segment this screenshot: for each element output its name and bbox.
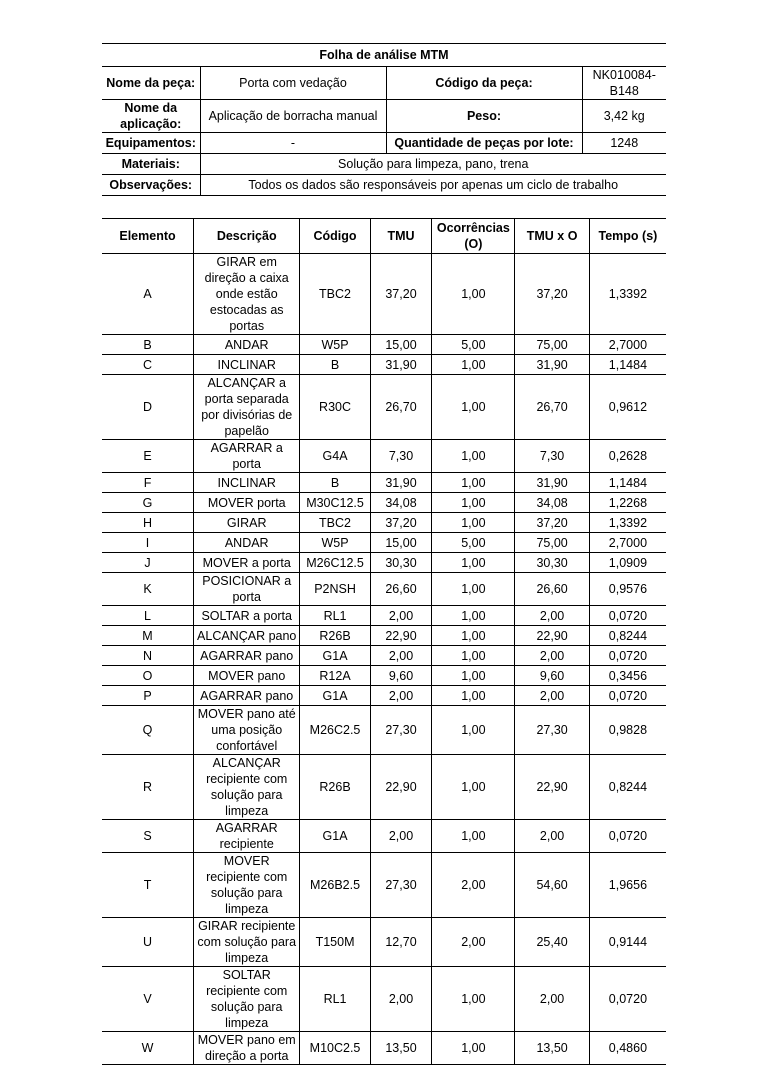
cell-description: ALCANÇAR pano — [194, 626, 300, 646]
cell-tmu-x-o: 31,90 — [515, 473, 589, 493]
cell-tmu-x-o: 7,30 — [515, 440, 589, 473]
cell-code: M26C12.5 — [300, 553, 370, 573]
cell-occurrences: 1,00 — [432, 706, 515, 755]
cell-description: ANDAR — [194, 335, 300, 355]
cell-occurrences: 2,00 — [432, 918, 515, 967]
cell-element: H — [102, 513, 194, 533]
table-row — [102, 706, 666, 755]
col-header-element: Elemento — [102, 219, 194, 254]
cell-code: M30C12.5 — [300, 493, 370, 513]
cell-element: J — [102, 553, 194, 573]
weight-label: Peso: — [386, 100, 582, 133]
cell-tmu-x-o: 2,00 — [515, 820, 589, 853]
cell-element: V — [102, 967, 194, 1032]
table-row — [102, 626, 666, 646]
col-header-time: Tempo (s) — [589, 219, 666, 254]
cell-element: O — [102, 666, 194, 686]
cell-element: G — [102, 493, 194, 513]
cell-element: L — [102, 606, 194, 626]
cell-tmu-x-o: 2,00 — [515, 686, 589, 706]
cell-occurrences: 1,00 — [432, 375, 515, 440]
cell-code: M26C2.5 — [300, 706, 370, 755]
cell-element: C — [102, 355, 194, 375]
cell-occurrences: 1,00 — [432, 473, 515, 493]
cell-time: 1,3392 — [589, 254, 666, 335]
cell-element: Q — [102, 706, 194, 755]
cell-description: INCLINAR — [194, 473, 300, 493]
cell-tmu-x-o: 37,20 — [515, 513, 589, 533]
cell-time: 0,8244 — [589, 755, 666, 820]
cell-occurrences: 1,00 — [432, 553, 515, 573]
piece-name-label: Nome da peça: — [102, 67, 200, 100]
cell-description: ALCANÇAR recipiente com solução para limpeza — [194, 755, 300, 820]
cell-tmu: 30,30 — [370, 553, 432, 573]
table-row — [102, 820, 666, 853]
cell-tmu-x-o: 54,60 — [515, 853, 589, 918]
cell-description: AGARRAR pano — [194, 686, 300, 706]
table-row — [102, 513, 666, 533]
cell-time: 0,0720 — [589, 646, 666, 666]
cell-description: MOVER pano — [194, 666, 300, 686]
cell-time: 1,2268 — [589, 493, 666, 513]
cell-element: K — [102, 573, 194, 606]
cell-tmu: 22,90 — [370, 626, 432, 646]
cell-tmu: 26,70 — [370, 375, 432, 440]
cell-tmu-x-o: 2,00 — [515, 967, 589, 1032]
cell-tmu-x-o: 31,90 — [515, 355, 589, 375]
cell-description: MOVER pano até uma posição confortável — [194, 706, 300, 755]
cell-code: G1A — [300, 686, 370, 706]
cell-code: RL1 — [300, 606, 370, 626]
cell-time: 0,8244 — [589, 626, 666, 646]
cell-time: 0,9828 — [589, 706, 666, 755]
cell-tmu: 15,00 — [370, 533, 432, 553]
cell-element: U — [102, 918, 194, 967]
app-name-label: Nome da aplicação: — [102, 100, 200, 133]
cell-description: AGARRAR recipiente — [194, 820, 300, 853]
cell-code: G1A — [300, 820, 370, 853]
cell-time: 1,1484 — [589, 355, 666, 375]
cell-tmu: 27,30 — [370, 853, 432, 918]
cell-element: P — [102, 686, 194, 706]
cell-occurrences: 1,00 — [432, 666, 515, 686]
observations-value: Todos os dados são responsáveis por apenas um ciclo de trabalho — [200, 175, 666, 196]
cell-occurrences: 1,00 — [432, 755, 515, 820]
table-row — [102, 440, 666, 473]
col-header-tmu-x-o: TMU x O — [515, 219, 589, 254]
cell-code: TBC2 — [300, 254, 370, 335]
col-header-description: Descrição — [194, 219, 300, 254]
cell-code: B — [300, 473, 370, 493]
cell-description: ANDAR — [194, 533, 300, 553]
cell-tmu: 7,30 — [370, 440, 432, 473]
cell-time: 0,9612 — [589, 375, 666, 440]
cell-occurrences: 1,00 — [432, 820, 515, 853]
cell-element: F — [102, 473, 194, 493]
cell-description: MOVER pano em direção a porta — [194, 1032, 300, 1065]
cell-tmu-x-o: 34,08 — [515, 493, 589, 513]
cell-time: 0,0720 — [589, 967, 666, 1032]
cell-occurrences: 1,00 — [432, 513, 515, 533]
qty-per-lot-label: Quantidade de peças por lote: — [386, 133, 582, 154]
cell-time: 1,9656 — [589, 853, 666, 918]
cell-description: MOVER porta — [194, 493, 300, 513]
cell-tmu: 2,00 — [370, 820, 432, 853]
cell-tmu-x-o: 13,50 — [515, 1032, 589, 1065]
equipment-label: Equipamentos: — [102, 133, 200, 154]
cell-element: S — [102, 820, 194, 853]
cell-description: GIRAR recipiente com solução para limpeza — [194, 918, 300, 967]
cell-code: RL1 — [300, 967, 370, 1032]
cell-occurrences: 2,00 — [432, 853, 515, 918]
cell-code: G4A — [300, 440, 370, 473]
mtm-analysis-table — [102, 218, 666, 1065]
cell-tmu-x-o: 75,00 — [515, 335, 589, 355]
cell-code: G1A — [300, 646, 370, 666]
app-name-value: Aplicação de borracha manual — [200, 100, 386, 133]
table-row — [102, 335, 666, 355]
cell-tmu-x-o: 2,00 — [515, 606, 589, 626]
cell-element: M — [102, 626, 194, 646]
piece-code-value: NK010084-B148 — [582, 67, 666, 100]
cell-tmu-x-o: 2,00 — [515, 646, 589, 666]
cell-tmu: 22,90 — [370, 755, 432, 820]
cell-tmu: 37,20 — [370, 513, 432, 533]
cell-tmu-x-o: 27,30 — [515, 706, 589, 755]
cell-description: MOVER recipiente com solução para limpeza — [194, 853, 300, 918]
table-row — [102, 967, 666, 1032]
cell-element: A — [102, 254, 194, 335]
table-row — [102, 533, 666, 553]
cell-description: GIRAR em direção a caixa onde estão estocadas as portas — [194, 254, 300, 335]
cell-time: 0,2628 — [589, 440, 666, 473]
cell-occurrences: 1,00 — [432, 1032, 515, 1065]
cell-tmu: 9,60 — [370, 666, 432, 686]
cell-occurrences: 1,00 — [432, 573, 515, 606]
piece-code-label: Código da peça: — [386, 67, 582, 100]
cell-occurrences: 1,00 — [432, 355, 515, 375]
table-row — [102, 646, 666, 666]
cell-time: 0,3456 — [589, 666, 666, 686]
cell-code: R26B — [300, 755, 370, 820]
cell-code: TBC2 — [300, 513, 370, 533]
cell-code: W5P — [300, 335, 370, 355]
table-row — [102, 254, 666, 335]
cell-time: 0,0720 — [589, 820, 666, 853]
cell-code: P2NSH — [300, 573, 370, 606]
observations-label: Observações: — [102, 175, 200, 196]
cell-tmu-x-o: 26,70 — [515, 375, 589, 440]
cell-tmu-x-o: 26,60 — [515, 573, 589, 606]
cell-time: 0,0720 — [589, 606, 666, 626]
cell-time: 1,0909 — [589, 553, 666, 573]
cell-time: 1,1484 — [589, 473, 666, 493]
cell-tmu: 12,70 — [370, 918, 432, 967]
cell-occurrences: 1,00 — [432, 493, 515, 513]
cell-tmu: 2,00 — [370, 967, 432, 1032]
table-row — [102, 853, 666, 918]
cell-time: 2,7000 — [589, 533, 666, 553]
cell-code: T150M — [300, 918, 370, 967]
cell-element: W — [102, 1032, 194, 1065]
cell-code: M10C2.5 — [300, 1032, 370, 1065]
cell-code: R26B — [300, 626, 370, 646]
cell-description: SOLTAR a porta — [194, 606, 300, 626]
cell-code: W5P — [300, 533, 370, 553]
table-row — [102, 686, 666, 706]
cell-occurrences: 5,00 — [432, 335, 515, 355]
cell-occurrences: 1,00 — [432, 606, 515, 626]
cell-time: 1,3392 — [589, 513, 666, 533]
cell-element: T — [102, 853, 194, 918]
cell-code: R12A — [300, 666, 370, 686]
cell-tmu: 2,00 — [370, 606, 432, 626]
cell-occurrences: 1,00 — [432, 967, 515, 1032]
cell-description: AGARRAR a porta — [194, 440, 300, 473]
table-row — [102, 553, 666, 573]
table-row — [102, 355, 666, 375]
table-row — [102, 606, 666, 626]
col-header-occurrences: Ocorrências (O) — [432, 219, 515, 254]
table-row — [102, 573, 666, 606]
cell-element: R — [102, 755, 194, 820]
cell-description: SOLTAR recipiente com solução para limpeza — [194, 967, 300, 1032]
table-row — [102, 473, 666, 493]
cell-description: ALCANÇAR a porta separada por divisórias de papelão — [194, 375, 300, 440]
weight-value: 3,42 kg — [582, 100, 666, 133]
table-row — [102, 666, 666, 686]
cell-occurrences: 1,00 — [432, 626, 515, 646]
cell-tmu-x-o: 25,40 — [515, 918, 589, 967]
cell-code: R30C — [300, 375, 370, 440]
cell-tmu: 15,00 — [370, 335, 432, 355]
table-row — [102, 375, 666, 440]
header-table — [102, 43, 666, 196]
cell-tmu-x-o: 22,90 — [515, 626, 589, 646]
materials-value: Solução para limpeza, pano, trena — [200, 154, 666, 175]
cell-element: I — [102, 533, 194, 553]
cell-description: GIRAR — [194, 513, 300, 533]
piece-name-value: Porta com vedação — [200, 67, 386, 100]
cell-element: N — [102, 646, 194, 666]
cell-element: D — [102, 375, 194, 440]
equipment-value: - — [200, 133, 386, 154]
cell-tmu-x-o: 37,20 — [515, 254, 589, 335]
materials-label: Materiais: — [102, 154, 200, 175]
cell-tmu: 13,50 — [370, 1032, 432, 1065]
cell-occurrences: 5,00 — [432, 533, 515, 553]
cell-description: MOVER a porta — [194, 553, 300, 573]
cell-tmu-x-o: 9,60 — [515, 666, 589, 686]
cell-time: 0,9576 — [589, 573, 666, 606]
cell-element: B — [102, 335, 194, 355]
cell-occurrences: 1,00 — [432, 254, 515, 335]
cell-tmu: 31,90 — [370, 355, 432, 375]
cell-description: POSICIONAR a porta — [194, 573, 300, 606]
cell-tmu: 37,20 — [370, 254, 432, 335]
cell-tmu-x-o: 30,30 — [515, 553, 589, 573]
table-row — [102, 918, 666, 967]
sheet-title: Folha de análise MTM — [102, 44, 666, 67]
cell-occurrences: 1,00 — [432, 686, 515, 706]
col-header-tmu: TMU — [370, 219, 432, 254]
cell-description: INCLINAR — [194, 355, 300, 375]
table-row — [102, 755, 666, 820]
cell-tmu: 26,60 — [370, 573, 432, 606]
cell-occurrences: 1,00 — [432, 646, 515, 666]
cell-tmu: 2,00 — [370, 686, 432, 706]
cell-tmu: 27,30 — [370, 706, 432, 755]
cell-occurrences: 1,00 — [432, 440, 515, 473]
cell-description: AGARRAR pano — [194, 646, 300, 666]
cell-element: E — [102, 440, 194, 473]
col-header-code: Código — [300, 219, 370, 254]
cell-tmu-x-o: 22,90 — [515, 755, 589, 820]
cell-tmu-x-o: 75,00 — [515, 533, 589, 553]
cell-tmu: 2,00 — [370, 646, 432, 666]
cell-time: 2,7000 — [589, 335, 666, 355]
cell-code: B — [300, 355, 370, 375]
cell-code: M26B2.5 — [300, 853, 370, 918]
cell-tmu: 31,90 — [370, 473, 432, 493]
table-header-row — [102, 219, 666, 254]
cell-tmu: 34,08 — [370, 493, 432, 513]
cell-time: 0,4860 — [589, 1032, 666, 1065]
table-row — [102, 1032, 666, 1065]
table-row — [102, 493, 666, 513]
cell-time: 0,0720 — [589, 686, 666, 706]
qty-per-lot-value: 1248 — [582, 133, 666, 154]
cell-time: 0,9144 — [589, 918, 666, 967]
